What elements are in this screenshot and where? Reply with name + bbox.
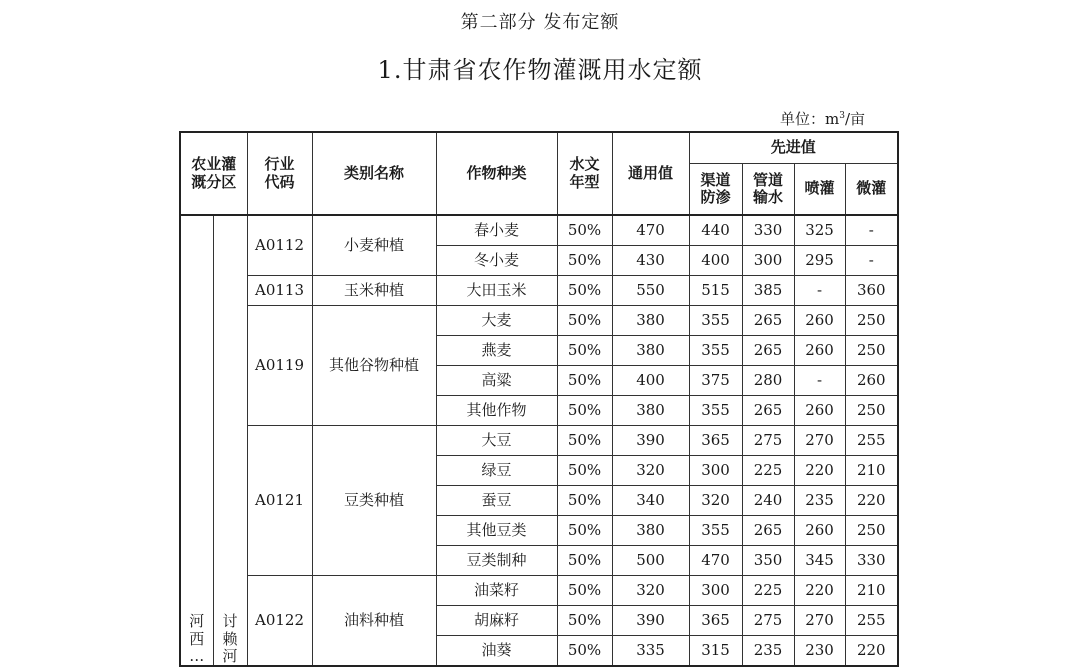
general-value-cell: 390 bbox=[612, 426, 689, 456]
category-name-cell: 玉米种植 bbox=[312, 276, 436, 306]
pipe-transport-cell: 275 bbox=[742, 606, 794, 636]
pipe-transport-cell: 330 bbox=[742, 215, 794, 246]
zone-subregion-cell bbox=[213, 215, 247, 666]
channel-seepage-cell: 315 bbox=[689, 636, 742, 667]
channel-seepage-cell: 365 bbox=[689, 606, 742, 636]
channel-seepage-cell: 300 bbox=[689, 456, 742, 486]
pipe-transport-cell: 240 bbox=[742, 486, 794, 516]
sprinkler-cell: 295 bbox=[794, 246, 845, 276]
zone-region-char: 河 bbox=[189, 612, 205, 631]
channel-seepage-cell: 440 bbox=[689, 215, 742, 246]
unit-superscript: 3 bbox=[839, 111, 845, 121]
channel-seepage-cell: 375 bbox=[689, 366, 742, 396]
channel-seepage-cell: 355 bbox=[689, 516, 742, 546]
zone-region-char: … bbox=[189, 646, 205, 665]
sprinkler-cell: 260 bbox=[794, 336, 845, 366]
micro-irrigation-cell: 250 bbox=[845, 336, 898, 366]
sprinkler-cell: 260 bbox=[794, 396, 845, 426]
industry-code-cell: A0113 bbox=[247, 276, 312, 306]
channel-seepage-cell: 300 bbox=[689, 576, 742, 606]
table-row bbox=[180, 306, 898, 336]
category-name-cell: 小麦种植 bbox=[312, 215, 436, 276]
micro-irrigation-cell: - bbox=[845, 215, 898, 246]
industry-code-cell: A0119 bbox=[247, 306, 312, 426]
channel-seepage-cell: 365 bbox=[689, 426, 742, 456]
general-value-cell: 430 bbox=[612, 246, 689, 276]
header-hydro-year: 水文 年型 bbox=[557, 132, 612, 215]
part-title: 第二部分 发布定额 bbox=[460, 12, 620, 33]
micro-irrigation-cell: 330 bbox=[845, 546, 898, 576]
channel-seepage-cell: 355 bbox=[689, 306, 742, 336]
sprinkler-cell: 235 bbox=[794, 486, 845, 516]
hydro-year-cell: 50% bbox=[557, 276, 612, 306]
micro-irrigation-cell: - bbox=[845, 246, 898, 276]
sprinkler-cell: 260 bbox=[794, 516, 845, 546]
header-micro-irrigation: 微灌 bbox=[845, 164, 898, 216]
sprinkler-cell: 260 bbox=[794, 306, 845, 336]
crop-cell: 燕麦 bbox=[436, 336, 557, 366]
sprinkler-cell: 270 bbox=[794, 606, 845, 636]
general-value-cell: 500 bbox=[612, 546, 689, 576]
crop-cell: 蚕豆 bbox=[436, 486, 557, 516]
hydro-year-cell: 50% bbox=[557, 456, 612, 486]
crop-cell: 豆类制种 bbox=[436, 546, 557, 576]
micro-irrigation-cell: 250 bbox=[845, 396, 898, 426]
channel-seepage-cell: 320 bbox=[689, 486, 742, 516]
micro-irrigation-cell: 260 bbox=[845, 366, 898, 396]
crop-cell: 大田玉米 bbox=[436, 276, 557, 306]
sprinkler-cell: 325 bbox=[794, 215, 845, 246]
hydro-year-cell: 50% bbox=[557, 215, 612, 246]
hydro-year-cell: 50% bbox=[557, 546, 612, 576]
channel-seepage-cell: 400 bbox=[689, 246, 742, 276]
table-header bbox=[180, 132, 898, 215]
crop-cell: 高粱 bbox=[436, 366, 557, 396]
header-code: 行业 代码 bbox=[247, 132, 312, 215]
general-value-cell: 380 bbox=[612, 336, 689, 366]
hydro-year-cell: 50% bbox=[557, 246, 612, 276]
crop-cell: 其他作物 bbox=[436, 396, 557, 426]
unit-label bbox=[780, 108, 865, 129]
sprinkler-cell: - bbox=[794, 276, 845, 306]
pipe-transport-cell: 300 bbox=[742, 246, 794, 276]
sprinkler-cell: 220 bbox=[794, 456, 845, 486]
micro-irrigation-cell: 255 bbox=[845, 426, 898, 456]
table-row bbox=[180, 276, 898, 306]
header-channel-seepage: 渠道 防渗 bbox=[689, 164, 742, 216]
category-name-cell: 油料种植 bbox=[312, 576, 436, 667]
zone-subregion-char: 赖 bbox=[222, 629, 238, 648]
crop-cell: 春小麦 bbox=[436, 215, 557, 246]
pipe-transport-cell: 275 bbox=[742, 426, 794, 456]
micro-irrigation-cell: 220 bbox=[845, 636, 898, 667]
crop-cell: 大豆 bbox=[436, 426, 557, 456]
general-value-cell: 550 bbox=[612, 276, 689, 306]
general-value-cell: 320 bbox=[612, 576, 689, 606]
pipe-transport-cell: 350 bbox=[742, 546, 794, 576]
hydro-year-cell: 50% bbox=[557, 336, 612, 366]
zone-subregion-char: 河 bbox=[222, 646, 238, 665]
general-value-cell: 380 bbox=[612, 396, 689, 426]
channel-seepage-cell: 470 bbox=[689, 546, 742, 576]
table-row bbox=[180, 576, 898, 606]
header-pipe-transport: 管道 输水 bbox=[742, 164, 794, 216]
sprinkler-cell: 345 bbox=[794, 546, 845, 576]
hydro-year-cell: 50% bbox=[557, 426, 612, 456]
micro-irrigation-cell: 210 bbox=[845, 576, 898, 606]
channel-seepage-cell: 515 bbox=[689, 276, 742, 306]
crop-cell: 胡麻籽 bbox=[436, 606, 557, 636]
general-value-cell: 470 bbox=[612, 215, 689, 246]
industry-code-cell: A0122 bbox=[247, 576, 312, 667]
channel-seepage-cell: 355 bbox=[689, 396, 742, 426]
channel-seepage-cell: 355 bbox=[689, 336, 742, 366]
header-zone: 农业灌 溉分区 bbox=[180, 132, 247, 215]
micro-irrigation-cell: 220 bbox=[845, 486, 898, 516]
hydro-year-cell: 50% bbox=[557, 396, 612, 426]
general-value-cell: 380 bbox=[612, 306, 689, 336]
pipe-transport-cell: 225 bbox=[742, 456, 794, 486]
micro-irrigation-cell: 210 bbox=[845, 456, 898, 486]
hydro-year-cell: 50% bbox=[557, 306, 612, 336]
micro-irrigation-cell: 250 bbox=[845, 516, 898, 546]
hydro-year-cell: 50% bbox=[557, 606, 612, 636]
pipe-transport-cell: 265 bbox=[742, 516, 794, 546]
header-category: 类别名称 bbox=[312, 132, 436, 215]
general-value-cell: 340 bbox=[612, 486, 689, 516]
header-crop: 作物种类 bbox=[436, 132, 557, 215]
zone-region-char: 西 bbox=[189, 629, 205, 648]
sprinkler-cell: 230 bbox=[794, 636, 845, 667]
micro-irrigation-cell: 250 bbox=[845, 306, 898, 336]
header-general-value: 通用值 bbox=[612, 132, 689, 215]
unit-prefix: 单位：m bbox=[780, 110, 840, 128]
header-sprinkler: 喷灌 bbox=[794, 164, 845, 216]
hydro-year-cell: 50% bbox=[557, 366, 612, 396]
table-body bbox=[180, 215, 898, 666]
sprinkler-cell: - bbox=[794, 366, 845, 396]
pipe-transport-cell: 265 bbox=[742, 396, 794, 426]
pipe-transport-cell: 280 bbox=[742, 366, 794, 396]
general-value-cell: 335 bbox=[612, 636, 689, 667]
zone-region-cell bbox=[180, 215, 213, 666]
general-value-cell: 390 bbox=[612, 606, 689, 636]
header-advanced-value: 先进值 bbox=[689, 132, 898, 164]
table-row bbox=[180, 426, 898, 456]
category-name-cell: 其他谷物种植 bbox=[312, 306, 436, 426]
sprinkler-cell: 270 bbox=[794, 426, 845, 456]
pipe-transport-cell: 265 bbox=[742, 336, 794, 366]
zone-subregion-char: 讨 bbox=[222, 612, 238, 631]
general-value-cell: 320 bbox=[612, 456, 689, 486]
crop-cell: 冬小麦 bbox=[436, 246, 557, 276]
hydro-year-cell: 50% bbox=[557, 486, 612, 516]
crop-cell: 油菜籽 bbox=[436, 576, 557, 606]
sprinkler-cell: 220 bbox=[794, 576, 845, 606]
crop-cell: 大麦 bbox=[436, 306, 557, 336]
general-value-cell: 380 bbox=[612, 516, 689, 546]
table-row bbox=[180, 215, 898, 246]
micro-irrigation-cell: 360 bbox=[845, 276, 898, 306]
industry-code-cell: A0121 bbox=[247, 426, 312, 576]
crop-cell: 其他豆类 bbox=[436, 516, 557, 546]
general-value-cell: 400 bbox=[612, 366, 689, 396]
pipe-transport-cell: 385 bbox=[742, 276, 794, 306]
hydro-year-cell: 50% bbox=[557, 516, 612, 546]
pipe-transport-cell: 265 bbox=[742, 306, 794, 336]
crop-cell: 油葵 bbox=[436, 636, 557, 667]
page-title: 1.甘肃省农作物灌溉用水定额 bbox=[377, 56, 703, 84]
crop-cell: 绿豆 bbox=[436, 456, 557, 486]
pipe-transport-cell: 235 bbox=[742, 636, 794, 667]
category-name-cell: 豆类种植 bbox=[312, 426, 436, 576]
industry-code-cell: A0112 bbox=[247, 215, 312, 276]
hydro-year-cell: 50% bbox=[557, 636, 612, 667]
unit-suffix: /亩 bbox=[844, 110, 866, 128]
water-quota-table bbox=[179, 131, 899, 667]
hydro-year-cell: 50% bbox=[557, 576, 612, 606]
pipe-transport-cell: 225 bbox=[742, 576, 794, 606]
micro-irrigation-cell: 255 bbox=[845, 606, 898, 636]
